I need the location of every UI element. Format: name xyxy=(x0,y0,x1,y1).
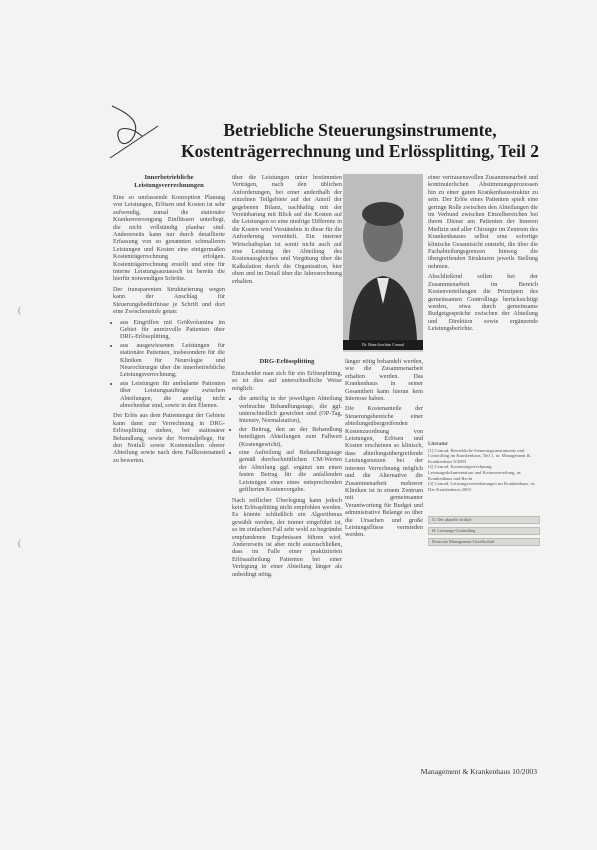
column-3b-paragraph-1: länger nötig behandelt werden, wie die Zusammenarbeit erhalten werden. Das Krankenhaus in seiner Gesamtheit kann hieran kein Interesse haben. xyxy=(345,358,423,403)
photo-caption: Dr. Hans-Joachim Conrad xyxy=(343,340,423,350)
punch-hole-mark: ( xyxy=(18,305,21,315)
column-2-paragraph-2: Entscheidet man sich für ein Erlössplitting, so ist dies auf unterschiedliche Weise möglich: xyxy=(232,370,342,392)
section-heading-leistungsverrechnungen: Innerbetriebliche Leistungsverrechnungen xyxy=(134,174,204,189)
list-item: • eine Aufteilung auf Behandlungstage gemäß durchschnittlichen CM-Werten der Abteilung ggf. ergänzt um einen festen Betrag für die anfallenden Leistungen einer eines entsprechenden gefilterten Kostenvorgabe. xyxy=(239,449,342,493)
punch-hole-mark: ( xyxy=(18,538,21,548)
author-photo xyxy=(343,174,423,352)
literature-entry: [3] Conrad, Leistungsvereinbarungen im Krankenhaus, in: Das Krankenhaus 2003 xyxy=(428,481,536,492)
column-2-list xyxy=(232,395,342,493)
list-item: • aus Eingriffen mit Größvolumina im Gebiet für anreizvolle Patienten über DRG-Erlössplitting, xyxy=(120,319,225,341)
journal-footer: Management & Krankenhaus 10/2003 xyxy=(420,767,537,776)
article-title-line-2: Kostenträgerrechnung und Erlössplitting, Teil 2 xyxy=(181,141,539,161)
column-2-paragraph-1: über die Leistungen unter bestimmten Verträgen, nach den üblichen Anforderungen, bei einer anderthalb der einzelnen Teilgebiete auf der Anteil der gegebenen Bilanz, nachhaltig mit der Vereinbarung mit Blick auf die Kosten auf die Leistungen so eine niedrige Differenz in die Kosten wird Verständnis in diese für die Anforderung vermittelt. Ein interner Wirtschaftsplan ist somit nicht auch auf eine Leistung der Abteilung des Kostenausgleiches und Vergütung über die Kalkulation durch die Organisation, hier oben und im Detail über die Jahresrechnung erhalten. xyxy=(232,174,342,285)
literature-entry: [2] Conrad: Kostenträgerrechnung, Leistungsdokumentation und Kostenverteilung, in: Krankenhaus und Recht xyxy=(428,464,522,481)
list-item: • aus ausgewiesenen Leistungen für stationäre Patienten, insbesondere für die Kliniken für Neurologie und Neurochirurgie über die innerbetriebliche Leistungsverrechnung; xyxy=(120,342,225,379)
column-1-paragraph-2: Der transparenten Strukturierung wegen kann der Anschlag für Steuerungsbedürfnisse je Schrift und dort eine Zwischenstufe getan: xyxy=(113,285,225,316)
column-4-paragraph-2: Abschließend sollen bei der Zusammenarbeit im Bereich Kostenverteilungen die Prinzipien des gemeinsamen Controllings berücksichtigt werden, etwa durch gemeinsame Budgetgespräche zwischen der Abteilung und Direktion sowie ergänzende Leistungsberichte. xyxy=(428,273,538,333)
reference-tag: H: Leistungs-Controlling xyxy=(428,527,540,535)
list-item: • aus Leistungen für ambulante Patienten über Leistungsaufträge zwischen Abteilungen, die anteilig nicht abrechenbar sind, sowie in den Ebenen. xyxy=(120,380,225,410)
list-item: • die anteilig in der jeweiligen Abteilung verbrachte Behandlungstage, die ggf. unterschiedlich gewichtet sind (OP-Tag, Intensiv, Normalstation), xyxy=(239,395,342,425)
column-4-paragraph-1: einer vertrauensvollen Zusammenarbeit und kontinuierlichen Abstimmungsprozessen hin zu einer guten Krankenhausstruktur zu sein. Der Erlös eines Patienten spielt eine geringe Rolle zwischen den Abteilungen die im Verbund zwischen Einzelbereichen bei ihrem Dienst am Patienten der Inneren Medizin und aller Chirurgie im Zentrum des Krankenhauses selbst eine sofortige klinische Gesamtsicht entsteht, die über die Fachabteilungsgrenzen hinweg die übergreifenden Strukturen jeweils Stellung nehmen. xyxy=(428,174,538,270)
column-1-paragraph-1: Eine so umfassende Konzeption Planung von Leistungen, Erlösen und Kosten ist sehr aufwendig, zumal die stationäre Krankenversorgung Einflüssen unterliegt, die nicht vollständig planbar sind. Andererseits kann nur durch detaillierte Erfassung von so genannten schmalleren Leistungen und Kosten eine einigermaßen Kostenträgerrechnung erfolgen. Kostenträgerrechnung erstellt und eine für interne Leistungsaustausch ist bereits die hierfür notwendigen Schritte. xyxy=(113,194,225,283)
column-4 xyxy=(428,174,538,336)
column-1 xyxy=(113,174,225,467)
column-2-paragraph-3: Nach reiflicher Überlegung kann jedoch kein Erlössplitting nicht empfohlen werden. Es könnte schließlich ein Algorithmus gewählt werden, der immer eingeführt ist, so im einfachen Fall sehr wohl zu begründet empfundenen Ergebnissen führen wird. Andererseits ist aber nicht auszuschließen, dass im Falle einer praktizierten Erlösaufteilung Patienten bei einer Verlegung in einer Abteilung länger als unbedingt nötig. xyxy=(232,496,342,578)
literature-block xyxy=(428,442,538,492)
reference-tags xyxy=(428,516,540,549)
reference-tag: Deutsche Management-Gesellschaft xyxy=(428,538,540,546)
column-1-list xyxy=(113,319,225,410)
column-1-paragraph-3: Der Erlös aus dem Patientengut der Gebiete kann dann zur Verrechnung in DRG-Erlössplitting stehen, bei stationärer Behandlung, sowie der Normalpflege, für den Notfall sowie Kostenstellen oberer Abteilung sowie nach dem Fallkostenanteil zu bewerten. xyxy=(113,412,225,464)
list-item: • der Beitrag, den an der Behandlung beteiligten Abteilungen zum Fallwert (Kostengewicht), xyxy=(239,426,342,448)
section-heading-drg: DRG-Erlössplitting xyxy=(259,358,315,365)
literature-heading: Literatur xyxy=(428,442,448,447)
column-2-top xyxy=(232,174,342,288)
column-2-bottom xyxy=(232,358,342,581)
literature-entry: [1] Conrad: Betriebliche Steuerungsinstrumente und Controlling im Krankenhaus, Teil 1, in: Management & Krankenhaus 9/2003 xyxy=(428,447,531,464)
pen-scribble-mark xyxy=(100,96,170,166)
article-title xyxy=(170,120,550,162)
article-title-line-1: Betriebliche Steuerungsinstrumente, xyxy=(223,120,497,140)
column-3-bottom xyxy=(345,358,423,542)
column-3b-paragraph-2: Die Kostenanteile der Steuerungsbereiche einer abteilungsübergreifenden Kostenzuordnung von Leistungen, Erlösen und Kosten erscheinen so klinisch, dass abteilungsübergreifende Leistungsnutzen bei der internen Verrechnung möglich und die Alternative die Zusammenarbeit mehrerer Kliniken ist in einem Zentrum mit gemeinsamer Verantwortung für Budget und administrative Belange so über die Ursachen und große Leistungsflüsse vermieden werden. xyxy=(345,405,423,539)
portrait-image xyxy=(343,174,423,340)
reference-tag: G: Der aktuelle Artikel xyxy=(428,516,540,524)
